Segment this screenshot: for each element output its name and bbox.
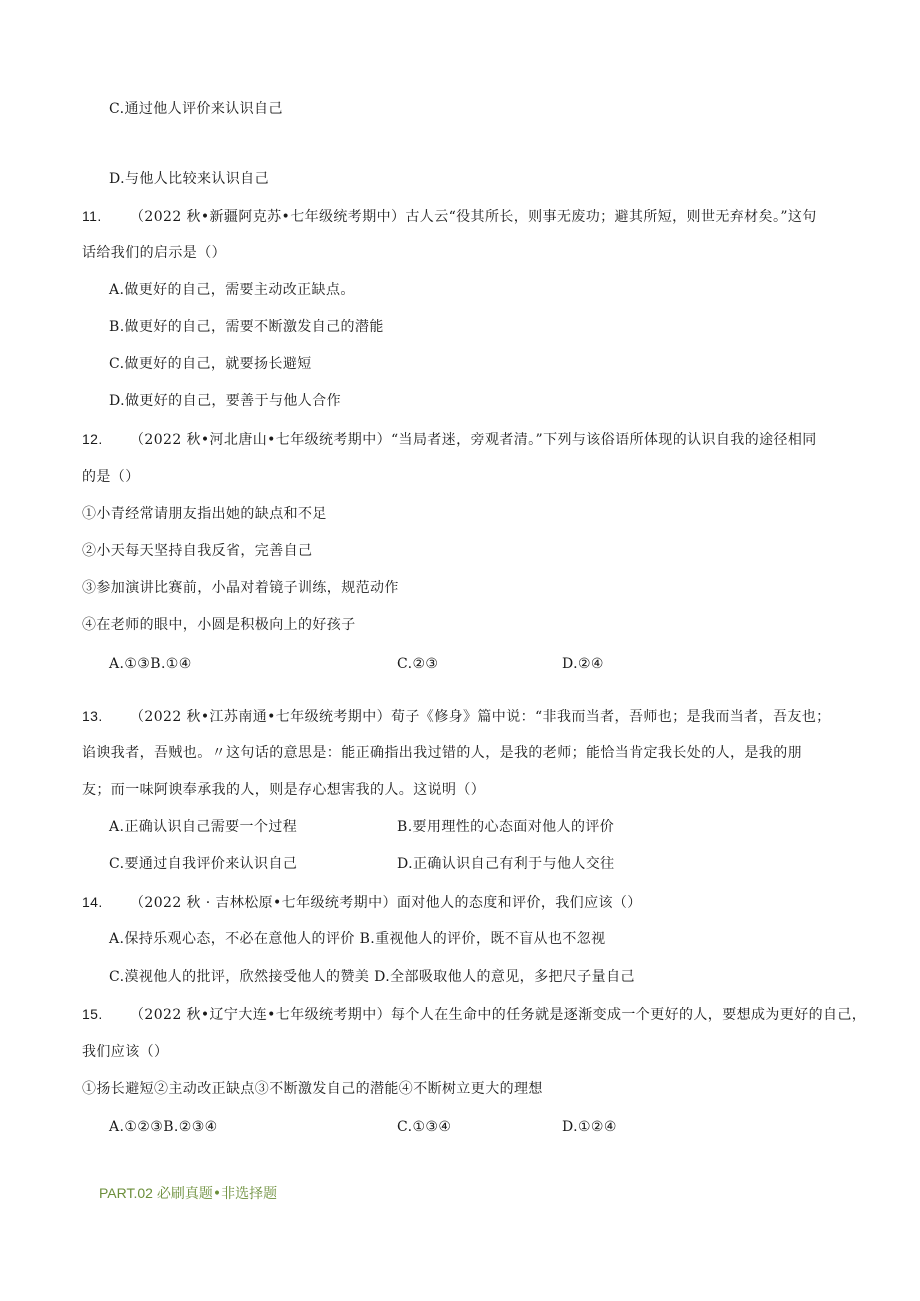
q13-number: 13. [82, 708, 103, 724]
q12-option-c: C.②③ [397, 656, 439, 672]
q13-stem-line1 [82, 706, 831, 727]
q15-stem-text: （2022 秋•辽宁大连•七年级统考期中）每个人在生命中的任务就是逐渐变成一个更好的人，要想成为更好的自己， [130, 1007, 867, 1023]
q12-item-2: ②小天每天坚持自我反省，完善自己 [82, 543, 313, 559]
q14-number: 14. [82, 894, 103, 910]
q15-number: 15. [82, 1006, 103, 1022]
q13-stem-line3: 友；而一味阿谀奉承我的人，则是存心想害我的人。这说明（） [82, 782, 486, 798]
q13-option-c: C.要通过自我评价来认识自己 [109, 856, 298, 872]
q10-option-c: C.通过他人评价来认识自己 [109, 101, 283, 117]
q12-item-4: ④在老师的眼中，小圆是积极向上的好孩子 [82, 617, 356, 633]
q13-option-b: B.要用理性的心态面对他人的评价 [397, 819, 615, 835]
q14-stem-line1 [82, 892, 642, 913]
section-title-text: 必刷真题•非选择题 [156, 1186, 278, 1202]
q12-number: 12. [82, 431, 103, 447]
q11-number: 11. [82, 208, 102, 224]
q15-stem-line2: 我们应该（） [82, 1044, 169, 1060]
q12-option-d: D.②④ [562, 656, 604, 672]
q15-items: ①扬长避短②主动改正缺点③不断激发自己的潜能④不断树立更大的理想 [82, 1081, 543, 1097]
q11-stem-text: （2022 秋•新疆阿克苏•七年级统考期中）古人云“役其所长，则事无废功；避其所短，则世无弃材矣。”这句 [130, 209, 817, 225]
q15-option-c: C.①③④ [397, 1119, 452, 1135]
q11-option-d: D.做更好的自己，要善于与他人合作 [109, 393, 341, 409]
q11-stem-line2: 话给我们的启示是（） [82, 245, 226, 261]
q12-item-1: ①小青经常请朋友指出她的缺点和不足 [82, 506, 327, 522]
q13-stem-text: （2022 秋•江苏南通•七年级统考期中）荀子《修身》篇中说：“非我而当者，吾师也；是我而当者，吾友也； [130, 709, 831, 725]
q13-option-a: A.正确认识自己需要一个过程 [109, 819, 298, 835]
q13-option-d: D.正确认识自己有利于与他人交往 [397, 856, 615, 872]
q15-option-ab: A.①②③B.②③④ [109, 1119, 218, 1135]
section-part-label: PART.02 [99, 1185, 157, 1201]
q15-option-d: D.①②④ [562, 1119, 617, 1135]
q14-option-cd: C.漠视他人的批评，欣然接受他人的赞美 D.全部吸取他人的意见，多把尺子量自己 [109, 969, 635, 985]
q12-option-ab: A.①③B.①④ [109, 656, 192, 672]
q14-stem-text: （2022 秋 · 吉林松原•七年级统考期中）面对他人的态度和评价，我们应该（） [130, 895, 642, 911]
q12-stem-text: （2022 秋•河北唐山•七年级统考期中）“当局者迷，旁观者清。”下列与该俗语所体现的认识自我的途径相同 [130, 432, 817, 448]
q11-stem-line1 [82, 206, 817, 227]
q15-stem-line1 [82, 1004, 866, 1025]
q12-item-3: ③参加演讲比赛前，小晶对着镜子训练，规范动作 [82, 580, 399, 596]
q14-option-ab: A.保持乐观心态，不必在意他人的评价 B.重视他人的评价，既不盲从也不忽视 [109, 931, 606, 947]
q11-option-c: C.做更好的自己，就要扬长避短 [109, 356, 312, 372]
q11-option-a: A.做更好的自己，需要主动改正缺点。 [109, 282, 355, 298]
q12-stem-line2: 的是（） [82, 469, 140, 485]
q13-stem-line2: 谄谀我者，吾贼也。〃这句话的意思是：能正确指出我过错的人，是我的老师；能恰当肯定我长处的人，是我的朋 [82, 745, 802, 761]
q11-option-b: B.做更好的自己，需要不断激发自己的潜能 [109, 319, 384, 335]
section-heading [99, 1183, 277, 1204]
q10-option-d: D.与他人比较来认识自己 [109, 171, 269, 187]
q12-stem-line1 [82, 429, 817, 450]
